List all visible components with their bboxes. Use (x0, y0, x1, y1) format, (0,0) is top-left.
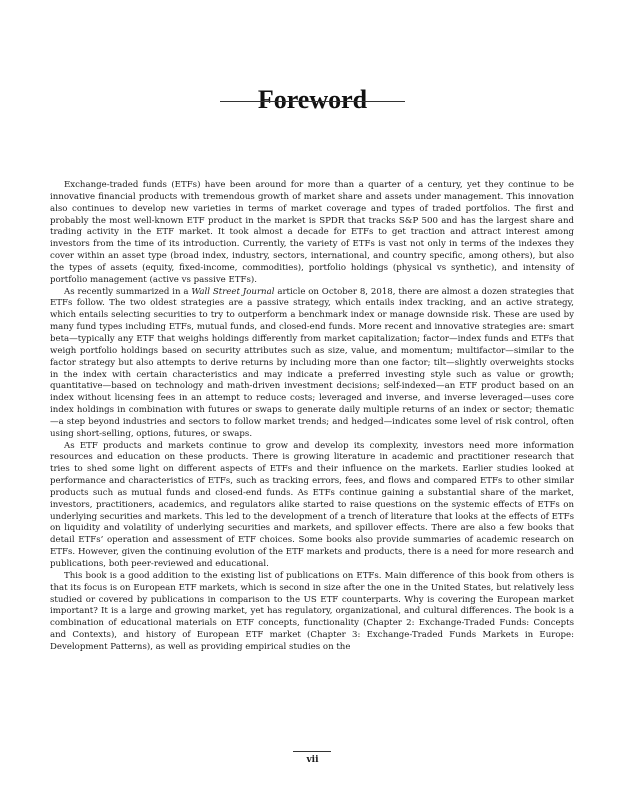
footer-rule (293, 751, 331, 752)
paragraph-4: This book is a good addition to the existing list of publications on ETFs. Main difference of this book from others is that its focus is on European ETF markets, which is second in size after the one in the United States, but relatively less studied or covered by publications in comparison to the US ETF counterparts. Why is covering the European market important? It is a large and growing market, yet has regulatory, organizational, and cultural differences. The book is a combination of educational materials on ETF concepts, functionality (Chapter 2: Exchange-Traded Funds: Concepts and Contexts), and history of European ETF market (Chapter 3: Exchange-Traded Funds Markets in Europe: Development Patterns), as well as providing empirical studies on the (50, 570, 574, 652)
paragraph-2-rest: article on October 8, 2018, there are almost a dozen strategies that ETFs follow. The two oldest strategies are a passive strategy, which entails index tracking, and an active strategy, which entails selecting securities to try to outperform a benchmark index or manage downside risk. These are used by many fund types including ETFs, mutual funds, and closed-end funds. More recent and innovative strategies are: smart beta—typically any ETF that weighs holdings differently from market capitalization; factor—index funds and ETFs that weigh portfolio holdings based on security attributes such as size, value, and momentum; multifactor—similar to the factor strategy but also attempts to derive returns by including more than one factor; tilt—slightly overweights stocks in the index with certain characteristics and may indicate a preferred investing style such as value or growth; quantitative—based on technology and math-driven investment decisions; self-indexed—an ETF product based on an index without licensing fees in an attempt to reduce costs; leveraged and inverse, and inverse leveraged—uses core index holdings in combination with futures or swaps to generate daily multiple returns of an index or sector; thematic—a step beyond industries and sectors to follow market trends; and hedged—indicates some level of risk control, often using short-selling, options, futures, or swaps. (50, 286, 574, 439)
page-number: vii (306, 755, 319, 765)
paragraph-2-lead: As recently summarized in a (64, 286, 192, 297)
title-underline (220, 101, 405, 102)
paragraph-1: Exchange-traded funds (ETFs) have been around for more than a quarter of a century, yet they continue to be innovative financial products with tremendous growth of market share and assets under management. This innovation also continues to develop new varieties in terms of market coverage and types of traded portfolios. The first and probably the most well-known ETF product in the market is SPDR that tracks S&P 500 and has the largest share and trading activity in the ETF market. It took almost a decade for ETFs to get traction and attract interest among investors from the time of its introduction. Currently, the variety of ETFs is vast not only in terms of the indexes they cover within an asset type (broad index, industry, sectors, international, and country specific, among others), but also the types of assets (equity, fixed-income, commodities), portfolio holdings (physical vs synthetic), and intensity of portfolio management (active vs passive ETFs). (50, 180, 574, 285)
page-title: Foreword (257, 85, 368, 115)
publication-title: Wall Street Journal (191, 286, 275, 297)
foreword-body (50, 180, 574, 654)
paragraph-3: As ETF products and markets continue to grow and develop its complexity, investors need more information resources and education on these products. There is growing literature in academic and practitioner research that tries to shed some light on different aspects of ETFs and their influence on the markets. Earlier studies looked at performance and characteristics of ETFs, such as tracking errors, fees, and flows and compared ETFs to other similar products such as mutual funds and closed-end funds. As ETFs continue gaining a substantial share of the market, investors, practitioners, academics, and regulators alike started to raise questions on the systemic effects of ETFs on underlying securities and markets. This led to the development of a trench of literature that looks at the effects of ETFs on liquidity and volatility of underlying securities and markets, and spillover effects. There are also a few books that detail ETFs’ operation and assessment of ETF choices. Some books also provide summaries of academic research on ETFs. However, given the continuing evolution of the ETF markets and products, there is a need for more research and publications, both peer-reviewed and educational. (50, 440, 574, 569)
paragraph-2 (50, 287, 574, 441)
